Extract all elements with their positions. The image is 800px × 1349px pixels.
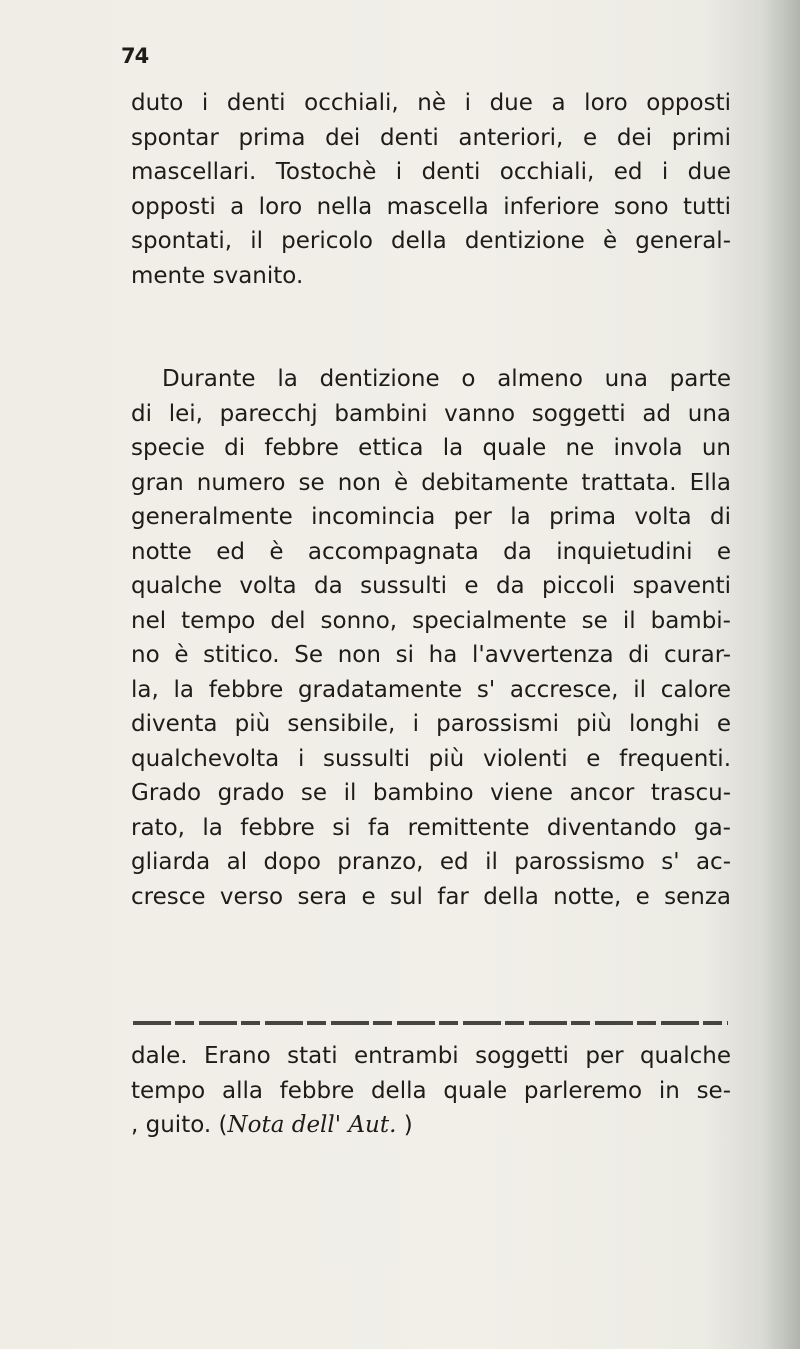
text-line: spontati, il pericolo della dentizione è general-	[131, 228, 731, 254]
footnote-line: dale. Erano stati entrambi soggetti per qualche	[131, 1043, 731, 1069]
text-line: mente svanito.	[131, 262, 304, 289]
text-line: gliarda al dopo pranzo, ed il parossismo s' ac-	[131, 849, 731, 875]
paragraph-2	[131, 362, 731, 914]
text-line: notte ed è accompagnata da inquietudini e	[131, 538, 731, 565]
text-line: specie di febbre ettica la quale ne invola un	[131, 435, 731, 461]
text-line: cresce verso sera e sul far della notte, e senza	[131, 883, 731, 910]
text-line: spontar prima dei denti anteriori, e dei primi	[131, 124, 731, 151]
footnote	[131, 1039, 731, 1143]
footnote-separator-rule	[133, 1021, 728, 1025]
text-line: Grado grado se il bambino viene ancor trascu-	[131, 780, 731, 806]
text-line: opposti a loro nella mascella inferiore sono tutti	[131, 193, 731, 220]
footnote-prefix: , guito. (	[131, 1112, 228, 1138]
page-edge-shadow	[762, 0, 800, 1349]
footnote-suffix: )	[396, 1112, 413, 1138]
footnote-line: tempo alla febbre della quale parleremo in se-	[131, 1077, 731, 1104]
footnote-line-last	[131, 1108, 731, 1143]
paragraph-1	[131, 86, 731, 293]
text-line: generalmente incomincia per la prima volta di	[131, 504, 731, 530]
text-line: la, la febbre gradatamente s' accresce, il calore	[131, 676, 731, 703]
text-line: nel tempo del sonno, specialmente se il bambi-	[131, 607, 731, 634]
page-number: 74	[121, 44, 149, 68]
text-line: Durante la dentizione o almeno una parte	[162, 366, 731, 392]
text-line: diventa più sensibile, i parossismi più longhi e	[131, 711, 731, 737]
text-line: qualche volta da sussulti e da piccoli spaventi	[131, 573, 731, 599]
text-line: gran numero se non è debitamente trattata. Ella	[131, 469, 731, 496]
text-line: qualchevolta i sussulti più violenti e frequenti.	[131, 745, 731, 772]
text-line: no è stitico. Se non si ha l'avvertenza di curar-	[131, 642, 731, 668]
footnote-author-note: Nota dell' Aut.	[227, 1112, 397, 1138]
text-line: duto i denti occhiali, nè i due a loro opposti	[131, 90, 731, 116]
text-line: rato, la febbre si fa remittente diventando ga-	[131, 814, 731, 841]
text-line: mascellari. Tostochè i denti occhiali, ed i due	[131, 159, 731, 185]
text-line: di lei, parecchj bambini vanno soggetti ad una	[131, 400, 731, 427]
